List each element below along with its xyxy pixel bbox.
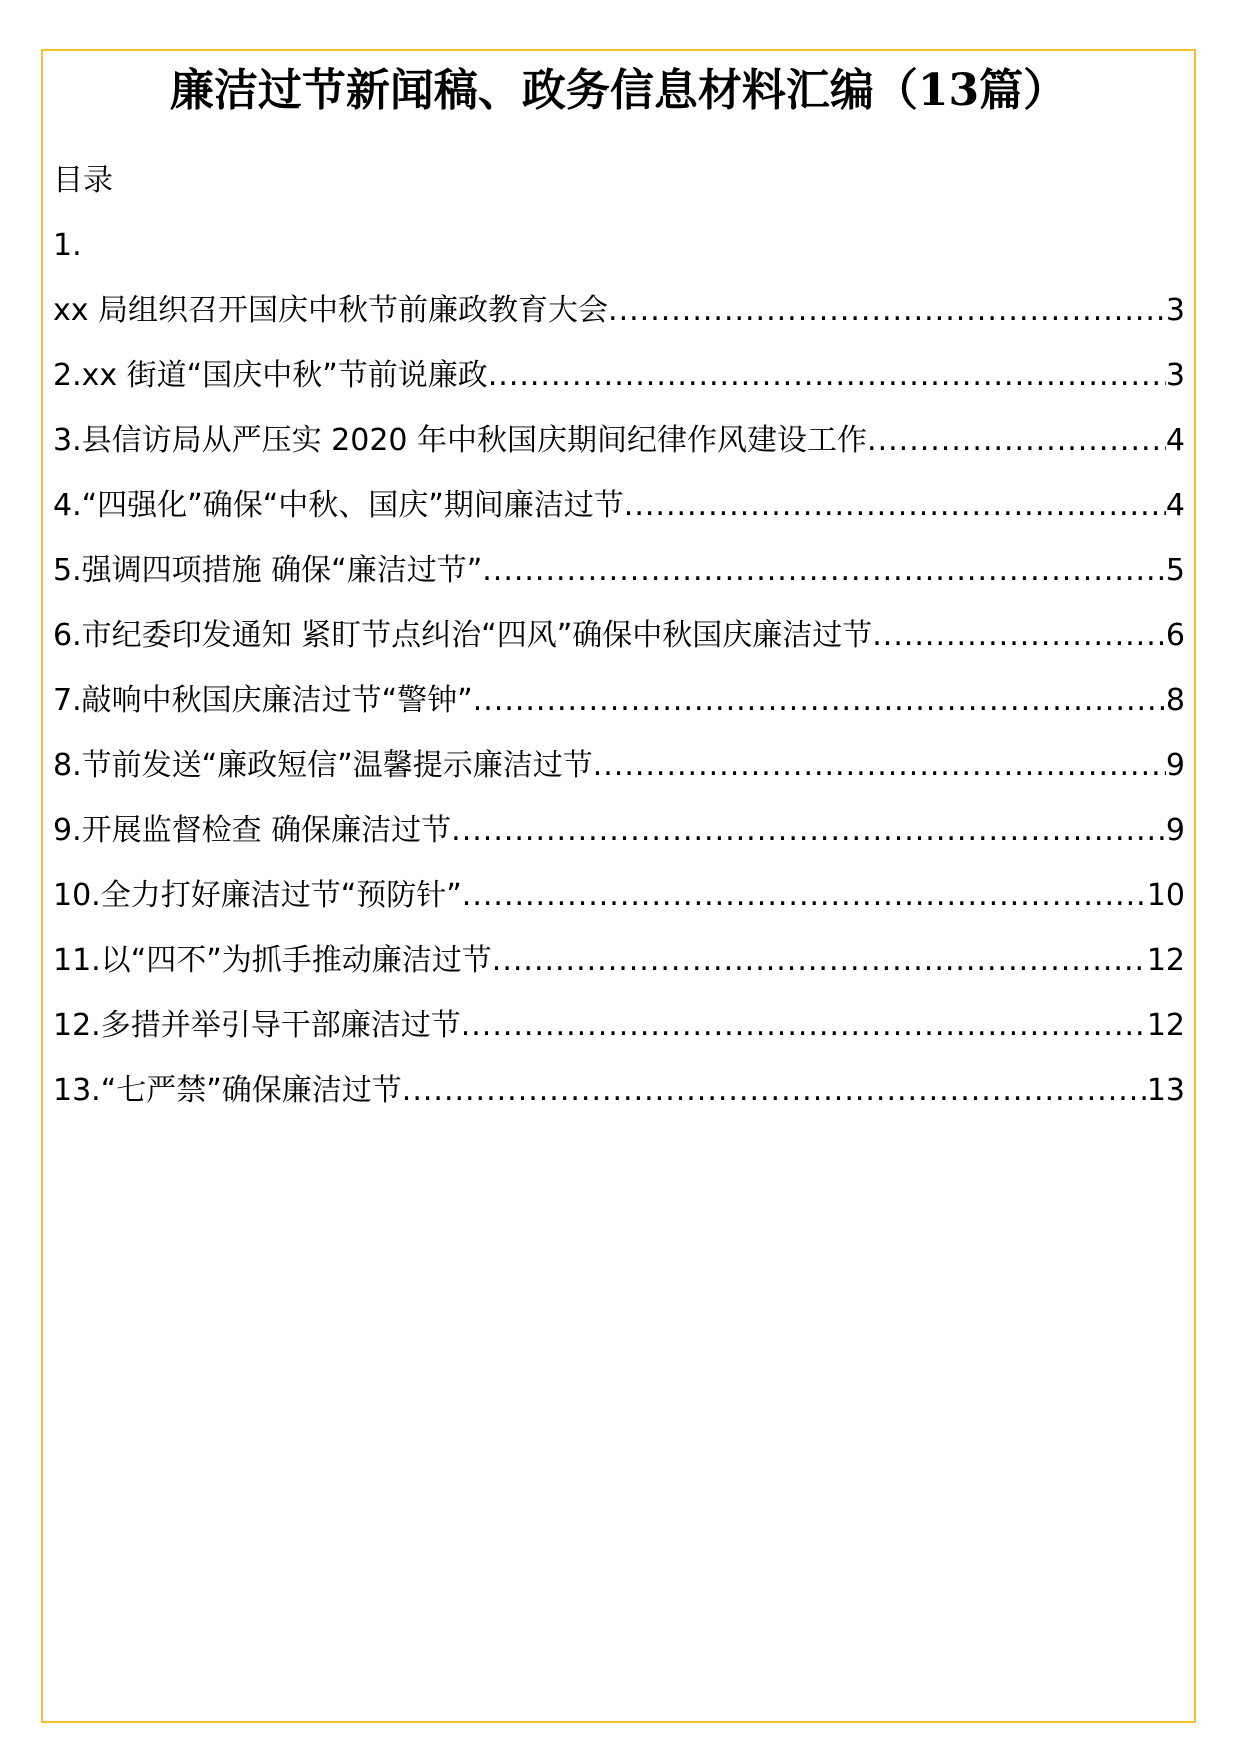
toc-dot-leader — [624, 473, 1166, 538]
toc-entry-title: 5.强调四项措施 确保“廉洁过节” — [53, 553, 483, 588]
toc-entry-page-number: 13 — [1146, 1073, 1185, 1108]
toc-dot-leader — [867, 408, 1166, 473]
toc-entry[interactable] — [53, 1058, 1185, 1123]
toc-entry-title: 8.节前发送“廉政短信”温馨提示廉洁过节 — [53, 748, 593, 783]
toc-entry[interactable] — [53, 343, 1185, 408]
toc-entry-title: 12.多措并举引导干部廉洁过节 — [53, 1008, 461, 1043]
document-title-prefix: 廉洁过节新闻稿、政务信息材料汇编（ — [169, 65, 918, 116]
toc-entry-title: 11.以“四不”为抓手推动廉洁过节 — [53, 943, 492, 978]
toc-entry[interactable] — [53, 278, 1185, 343]
toc-entry[interactable] — [53, 538, 1185, 603]
toc-dot-leader — [488, 343, 1166, 408]
document-title-suffix: 篇） — [979, 65, 1068, 116]
toc-entry-page-number: 12 — [1146, 943, 1185, 978]
toc-entry-title: xx 局组织召开国庆中秋节前廉政教育大会 — [53, 293, 609, 328]
toc-entry-page-number: 3 — [1165, 358, 1185, 393]
toc-dot-leader — [402, 1058, 1147, 1123]
toc-entry-title: 9.开展监督检查 确保廉洁过节 — [53, 813, 452, 848]
toc-entry[interactable] — [53, 603, 1185, 668]
toc-dot-leader — [492, 928, 1147, 993]
toc-dot-leader — [473, 668, 1166, 733]
toc-entry-page-number: 4 — [1165, 423, 1185, 458]
toc-entry[interactable] — [53, 798, 1185, 863]
toc-entry-title: 7.敲响中秋国庆廉洁过节“警钟” — [53, 683, 473, 718]
toc-dot-leader — [482, 538, 1166, 603]
toc-entry-page-number: 3 — [1165, 293, 1185, 328]
toc-dot-leader — [461, 993, 1147, 1058]
toc-entry-page-number: 9 — [1165, 813, 1185, 848]
toc-entry[interactable] — [53, 863, 1185, 928]
toc-entry-page-number: 10 — [1146, 878, 1185, 913]
toc-entry-page-number: 5 — [1165, 553, 1185, 588]
table-of-contents — [53, 148, 1185, 1123]
toc-entry-page-number: 6 — [1165, 618, 1185, 653]
toc-entry[interactable] — [53, 408, 1185, 473]
toc-first-number: 1. — [53, 228, 82, 263]
toc-dot-leader — [451, 798, 1166, 863]
toc-entry-title: 2.xx 街道“国庆中秋”节前说廉政 — [53, 358, 488, 393]
toc-dot-leader — [462, 863, 1147, 928]
toc-entry-title: 10.全力打好廉洁过节“预防针” — [53, 878, 462, 913]
toc-entry[interactable] — [53, 668, 1185, 733]
toc-list — [53, 278, 1185, 1123]
document-title-count: 13 — [917, 65, 980, 116]
toc-entry-title: 3.县信访局从严压实 2020 年中秋国庆期间纪律作风建设工作 — [53, 423, 868, 458]
toc-entry-page-number: 12 — [1146, 1008, 1185, 1043]
toc-entry[interactable] — [53, 928, 1185, 993]
document-title — [41, 58, 1196, 124]
toc-entry-page-number: 4 — [1165, 488, 1185, 523]
toc-entry-page-number: 8 — [1165, 683, 1185, 718]
toc-entry-title: 6.市纪委印发通知 紧盯节点纠治“四风”确保中秋国庆廉洁过节 — [53, 618, 873, 653]
toc-entry-title: 13.“七严禁”确保廉洁过节 — [53, 1073, 402, 1108]
toc-entry-title: 4.“四强化”确保“中秋、国庆”期间廉洁过节 — [53, 488, 624, 523]
toc-heading: 目录 — [53, 163, 113, 198]
toc-entry[interactable] — [53, 473, 1185, 538]
toc-entry[interactable] — [53, 993, 1185, 1058]
toc-entry[interactable] — [53, 733, 1185, 798]
toc-dot-leader — [872, 603, 1166, 668]
toc-dot-leader — [593, 733, 1166, 798]
toc-dot-leader — [608, 278, 1166, 343]
toc-entry-page-number: 9 — [1165, 748, 1185, 783]
